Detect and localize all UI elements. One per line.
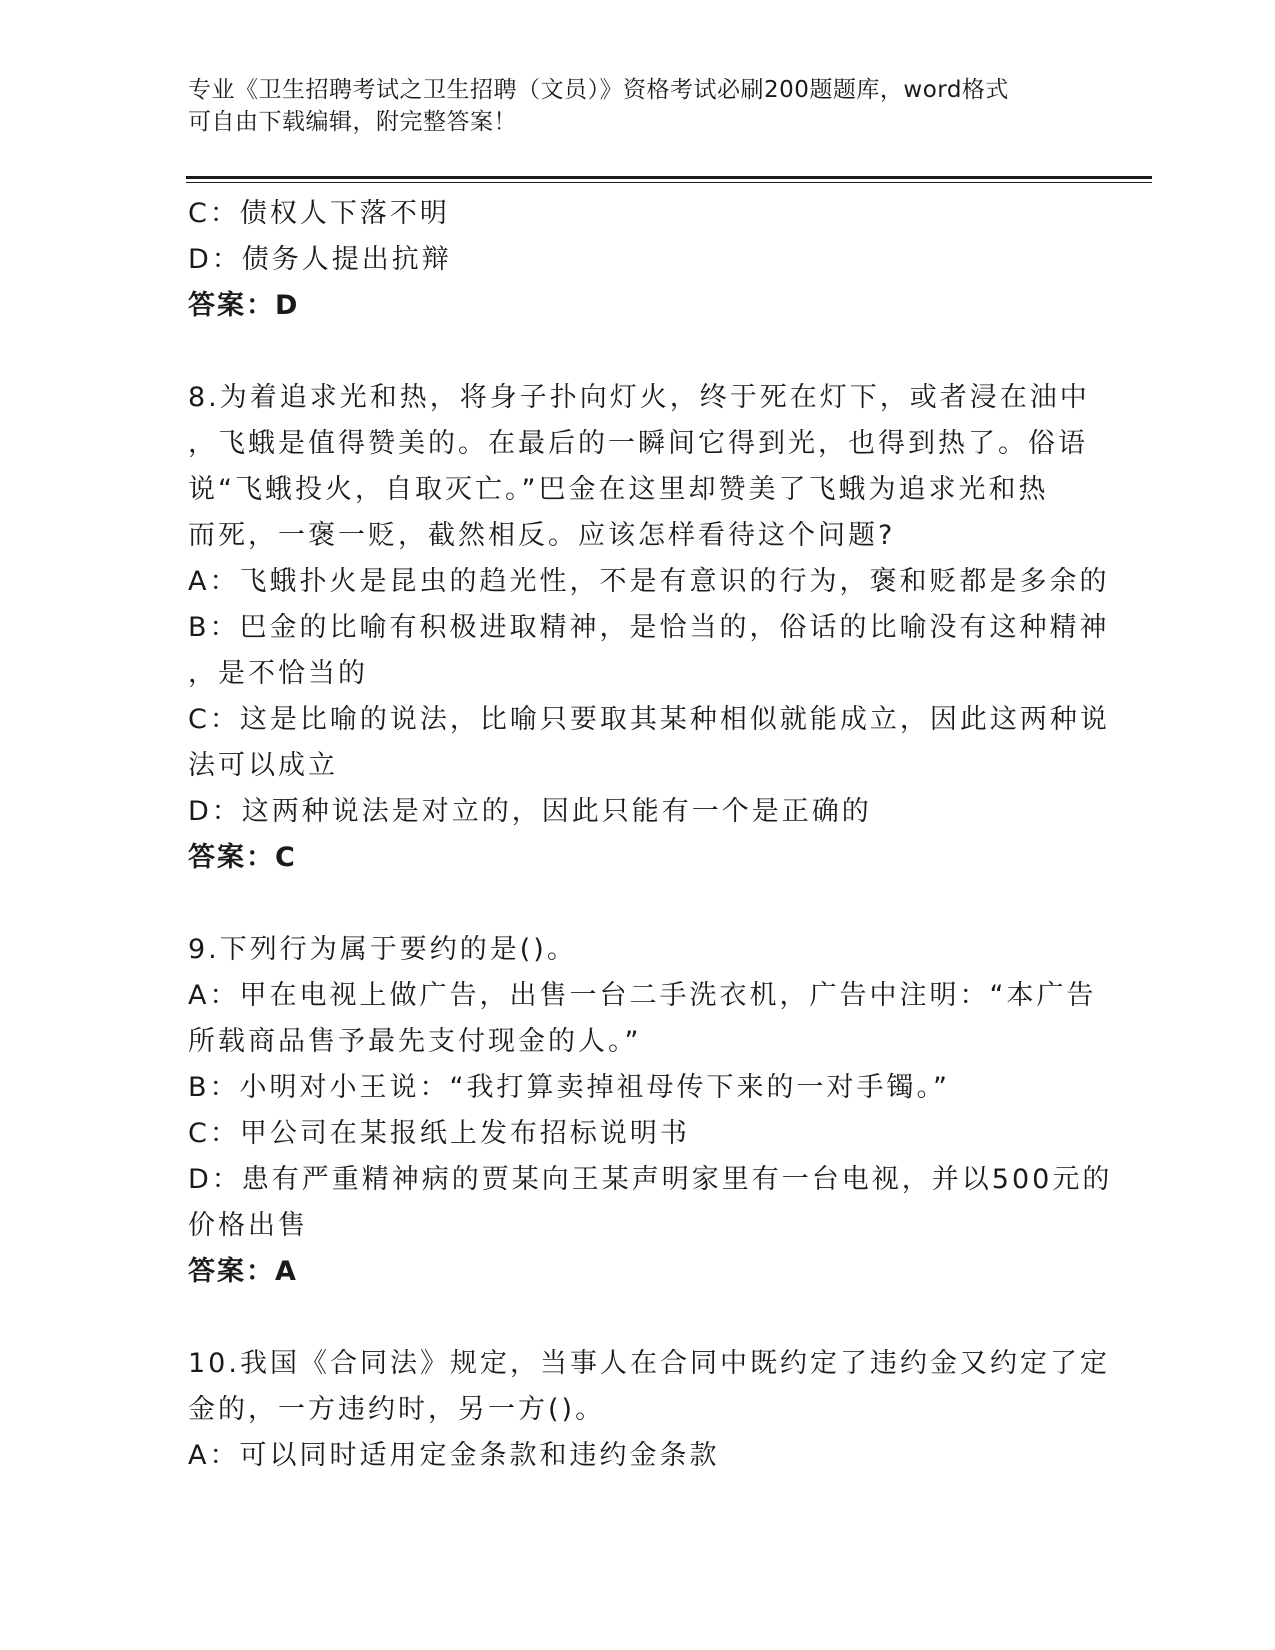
question-stem: 9.下列行为属于要约的是()。 [188,934,577,965]
question-8 [188,375,1110,881]
header-line-2: 可自由下载编辑，附完整答案！ [188,109,517,135]
question-content [188,191,1113,1479]
document-header [188,74,1068,138]
option-d: D：债务人提出抗辩 [188,244,452,275]
option-b-cont: ，是不恰当的 [188,658,368,689]
spacer [188,329,1088,375]
option-d: D：患有严重精神病的贾某向王某声明家里有一台电视，并以500元的 [188,1164,1113,1195]
question-stem: 金的，一方违约时，另一方()。 [188,1394,606,1425]
question-7-tail [188,191,1088,329]
header-rule-thick [186,176,1152,179]
option-c: C：这是比喻的说法，比喻只要取其某种相似就能成立，因此这两种说 [188,704,1110,735]
spacer [188,881,1088,927]
option-c: C：甲公司在某报纸上发布招标说明书 [188,1118,690,1149]
question-stem: 10.我国《合同法》规定，当事人在合同中既约定了违约金又约定了定 [188,1348,1110,1379]
answer: 答案：D [188,290,300,321]
question-9 [188,927,1113,1295]
option-a: A：可以同时适用定金条款和违约金条款 [188,1440,720,1471]
option-d: D：这两种说法是对立的，因此只能有一个是正确的 [188,796,872,827]
question-10 [188,1341,1110,1479]
header-line-1: 专业《卫生招聘考试之卫生招聘（文员）》资格考试必刷200题题库，word格式 [188,77,1009,103]
option-a-cont: 所载商品售予最先支付现金的人。” [188,1026,642,1057]
option-a: A：飞蛾扑火是昆虫的趋光性，不是有意识的行为，褒和贬都是多余的 [188,566,1110,597]
option-a: A：甲在电视上做广告，出售一台二手洗衣机，广告中注明：“本广告 [188,980,1097,1011]
question-stem: 8.为着追求光和热，将身子扑向灯火，终于死在灯下，或者浸在油中 [188,382,1090,413]
option-c-cont: 法可以成立 [188,750,338,781]
question-stem: 说“飞蛾投火，自取灭亡。”巴金在这里却赞美了飞蛾为追求光和热 [188,474,1049,505]
option-b: B：巴金的比喻有积极进取精神，是恰当的，俗话的比喻没有这种精神 [188,612,1110,643]
option-b: B：小明对小王说：“我打算卖掉祖母传下来的一对手镯。” [188,1072,950,1103]
header-rule-thin [186,182,1152,183]
spacer [188,1295,1088,1341]
question-stem: ，飞蛾是值得赞美的。在最后的一瞬间它得到光，也得到热了。俗语 [188,428,1088,459]
question-stem: 而死，一褒一贬，截然相反。应该怎样看待这个问题? [188,520,896,551]
option-d-cont: 价格出售 [188,1210,308,1241]
answer: 答案：C [188,842,297,873]
option-c: C：债权人下落不明 [188,198,450,229]
answer: 答案：A [188,1256,298,1287]
